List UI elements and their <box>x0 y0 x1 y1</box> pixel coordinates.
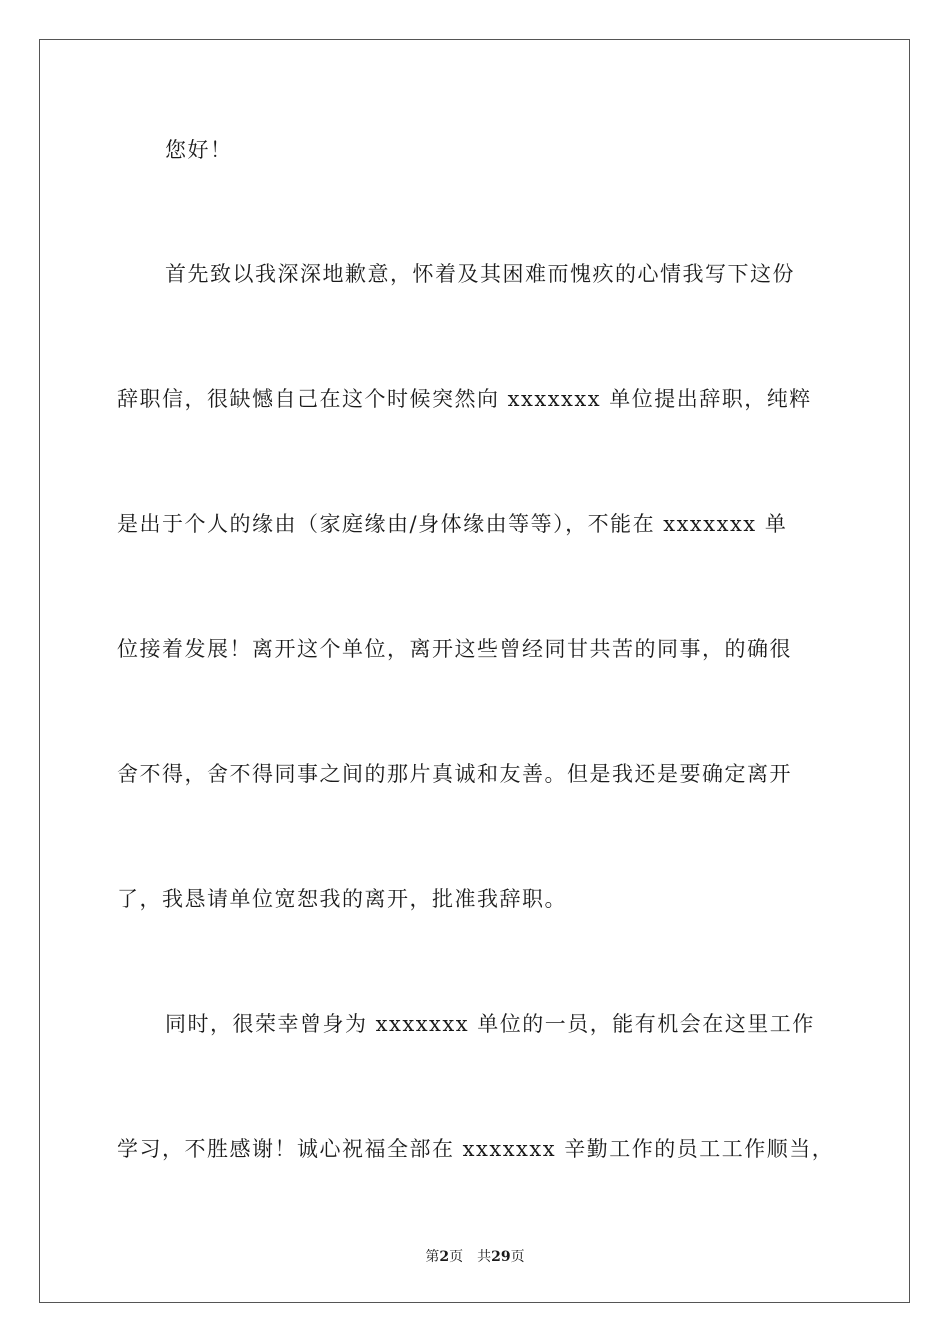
paragraph-1-line-1: 首先致以我深深地歉意，怀着及其困难而愧疚的心情我写下这份 <box>165 262 795 286</box>
paragraph-1-line-6: 了，我恳请单位宽恕我的离开，批准我辞职。 <box>117 887 567 911</box>
total-prefix: 共 <box>477 1249 492 1265</box>
paragraph-1-line-3: 是出于个人的缘由（家庭缘由/身体缘由等等），不能在 xxxxxxx 单 <box>117 512 788 536</box>
total-suffix: 页 <box>510 1249 525 1265</box>
paragraph-2-line-2: 学习，不胜感谢！诚心祝福全部在 xxxxxxx 辛勤工作的员工工作顺当， <box>117 1137 835 1161</box>
salutation: 您好！ <box>165 138 233 162</box>
paragraph-1-line-4: 位接着发展！离开这个单位，离开这些曾经同甘共苦的同事，的确很 <box>117 637 792 661</box>
page-suffix: 页 <box>449 1249 464 1265</box>
paragraph-1-line-5: 舍不得，舍不得同事之间的那片真诚和友善。但是我还是要确定离开 <box>117 762 792 786</box>
page-total: 29 <box>491 1249 511 1265</box>
paragraph-1-line-2: 辞职信，很缺憾自己在这个时候突然向 xxxxxxx 单位提出辞职，纯粹 <box>117 387 812 411</box>
paragraph-2-line-1: 同时，很荣幸曾身为 xxxxxxx 单位的一员，能有机会在这里工作 <box>165 1012 815 1036</box>
page-frame <box>39 39 910 1303</box>
page-current: 2 <box>439 1249 450 1265</box>
page-prefix: 第 <box>425 1249 440 1265</box>
page-footer <box>0 1247 950 1267</box>
